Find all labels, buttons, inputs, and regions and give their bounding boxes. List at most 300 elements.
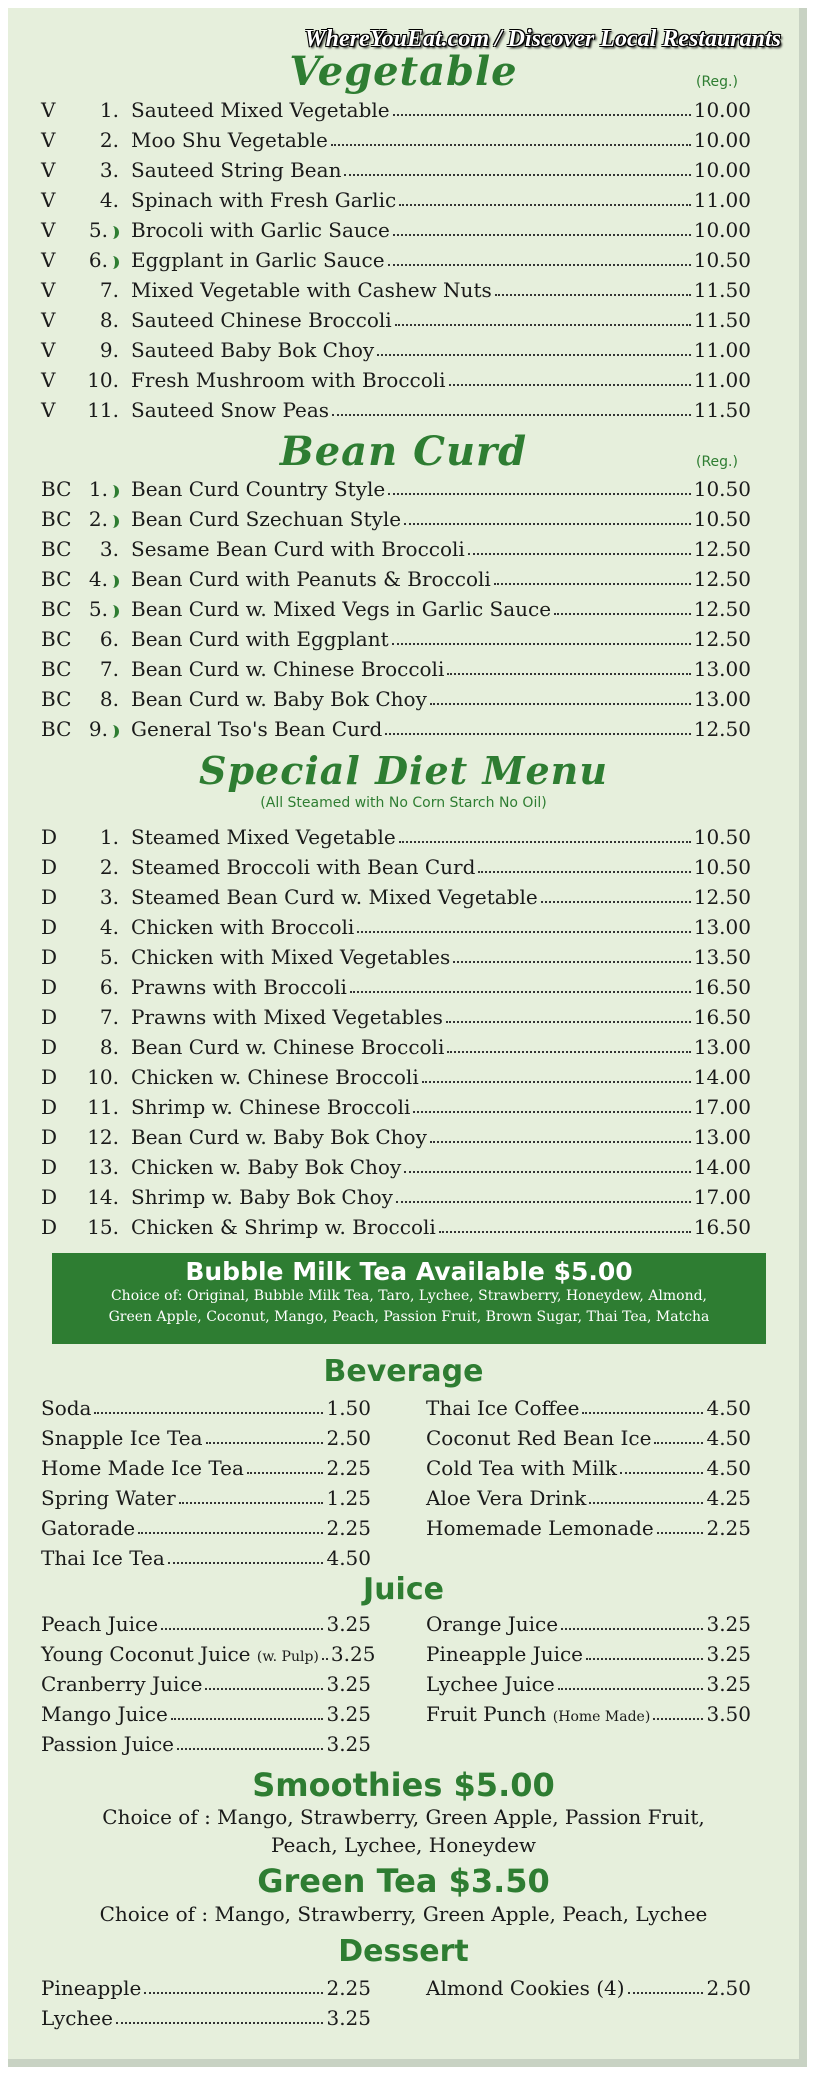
- item-price: 11.00: [693, 188, 751, 212]
- dot-leader: [586, 1658, 703, 1660]
- item-name: [41, 1672, 202, 1696]
- item-name: Bean Curd w. Baby Bok Choy: [131, 1125, 427, 1149]
- item-number-text: 2.: [88, 507, 108, 531]
- item-number: [83, 825, 131, 849]
- item-price: 17.00: [693, 1095, 751, 1119]
- item-number-text: 9.: [88, 717, 108, 741]
- item-name: [41, 1456, 244, 1480]
- menu-item-row: [426, 1420, 751, 1450]
- dot-leader: [430, 1141, 691, 1143]
- dot-leader: [449, 384, 691, 386]
- item-price: 10.00: [693, 98, 751, 122]
- dot-leader: [558, 1688, 704, 1690]
- item-number: [83, 657, 131, 681]
- menu-item-row: [41, 92, 751, 122]
- item-name-text: Gatorade: [41, 1516, 136, 1540]
- item-name-text: Homemade Lemonade: [426, 1516, 654, 1540]
- green-tea-title: Green Tea $3.50: [257, 1862, 550, 1900]
- dot-leader: [205, 1688, 323, 1690]
- item-price: 2.25: [326, 1456, 371, 1480]
- menu-item-row: [426, 1636, 751, 1666]
- item-name: [426, 1702, 650, 1726]
- item-code: BC: [41, 537, 72, 561]
- item-name: Spinach with Fresh Garlic: [131, 188, 397, 212]
- item-name: [426, 1486, 586, 1510]
- item-price: 12.50: [693, 717, 751, 741]
- item-price: 13.50: [693, 945, 751, 969]
- dot-leader: [413, 1111, 690, 1113]
- dot-leader: [144, 1992, 323, 1994]
- item-number: [83, 507, 131, 531]
- item-code: D: [41, 825, 58, 849]
- dot-leader: [404, 523, 691, 525]
- item-code: D: [41, 1125, 58, 1149]
- item-number-text: 7.: [99, 657, 119, 681]
- item-number: [83, 248, 131, 272]
- item-code: V: [41, 368, 56, 392]
- item-code: V: [41, 278, 56, 302]
- menu-item-row: [41, 1059, 751, 1089]
- menu-item-row: [41, 849, 751, 879]
- item-number: [83, 567, 131, 591]
- item-number-text: 11.: [87, 1095, 119, 1119]
- item-name-text: Pineapple Juice: [426, 1642, 584, 1666]
- dot-leader: [422, 1081, 691, 1083]
- watermark: WhereYouEat.com / Discover Local Restaurants: [304, 26, 781, 52]
- item-name-text: Pineapple: [41, 1976, 142, 2000]
- item-name: Sauteed Snow Peas: [131, 398, 330, 422]
- item-name: Bean Curd with Eggplant: [131, 627, 389, 651]
- item-name: Brocoli with Garlic Sauce: [131, 218, 390, 242]
- dot-leader: [446, 1021, 691, 1023]
- item-code: BC: [41, 507, 72, 531]
- item-number: [83, 1125, 131, 1149]
- item-name: [41, 1976, 141, 2000]
- item-code: V: [41, 338, 56, 362]
- bubble-tea-title: Bubble Milk Tea Available $5.00: [185, 1257, 633, 1286]
- item-number-text: 6.: [99, 627, 119, 651]
- dot-leader: [399, 841, 691, 843]
- item-price: 11.50: [693, 278, 751, 302]
- vegetable-reg-label: (Reg.): [696, 74, 738, 90]
- item-name: Bean Curd Country Style: [131, 477, 386, 501]
- item-name: Shrimp w. Chinese Broccoli: [131, 1095, 411, 1119]
- item-name: [41, 1486, 176, 1510]
- item-name: Prawns with Broccoli: [131, 975, 347, 999]
- item-code: D: [41, 975, 58, 999]
- item-name: Steamed Broccoli with Bean Curd: [131, 855, 476, 879]
- juice-title: Juice: [363, 1572, 444, 1607]
- item-name-text: Home Made Ice Tea: [41, 1456, 244, 1480]
- item-price: 2.50: [706, 1976, 751, 2000]
- menu-item-row: [41, 212, 751, 242]
- dot-leader: [392, 643, 691, 645]
- dot-leader: [653, 1718, 703, 1720]
- item-code: V: [41, 158, 56, 182]
- item-code: D: [41, 1155, 58, 1179]
- menu-item-row: [41, 242, 751, 272]
- dot-leader: [628, 1992, 704, 1994]
- item-name: Fresh Mushroom with Broccoli: [131, 368, 446, 392]
- item-price: 4.50: [706, 1456, 751, 1480]
- item-number: [83, 1155, 131, 1179]
- item-price: 3.25: [326, 1702, 371, 1726]
- item-price: 13.00: [693, 1035, 751, 1059]
- item-price: 17.00: [693, 1185, 751, 1209]
- item-name: [41, 1516, 135, 1540]
- item-number: [83, 188, 131, 212]
- item-code: D: [41, 1035, 58, 1059]
- item-number-text: 1.: [88, 477, 108, 501]
- item-name: [41, 2006, 113, 2030]
- dot-leader: [582, 1412, 703, 1414]
- item-number: [83, 1185, 131, 1209]
- dot-leader: [168, 1562, 324, 1564]
- item-price: 4.25: [706, 1486, 751, 1510]
- item-code: BC: [41, 657, 72, 681]
- dot-leader: [332, 414, 691, 416]
- menu-item-row: [41, 2000, 371, 2030]
- hot-pepper-icon: [109, 515, 119, 528]
- dot-leader: [393, 114, 691, 116]
- item-code: V: [41, 248, 56, 272]
- item-price: 3.25: [326, 1672, 371, 1696]
- menu-item-row: [41, 332, 751, 362]
- dot-leader: [395, 324, 691, 326]
- item-name: Sauteed Chinese Broccoli: [131, 308, 392, 332]
- menu-item-row: [41, 561, 751, 591]
- dot-leader: [171, 1718, 324, 1720]
- item-price: 3.25: [326, 1732, 371, 1756]
- item-name-text: Cranberry Juice: [41, 1672, 203, 1696]
- item-name: General Tso's Bean Curd: [131, 717, 383, 741]
- item-price: 10.50: [693, 825, 751, 849]
- item-number-text: 3.: [99, 158, 119, 182]
- menu-item-row: [426, 1450, 751, 1480]
- item-code: D: [41, 885, 58, 909]
- item-price: 10.50: [693, 507, 751, 531]
- dot-leader: [404, 1171, 690, 1173]
- item-price: 14.00: [693, 1065, 751, 1089]
- dot-leader: [495, 294, 691, 296]
- menu-item-row: [426, 1510, 751, 1540]
- item-name-text: Soda: [41, 1396, 92, 1420]
- item-code: BC: [41, 567, 72, 591]
- menu-item-row: [41, 1636, 376, 1666]
- item-code: D: [41, 945, 58, 969]
- item-price: 11.00: [693, 368, 751, 392]
- item-price: 3.25: [706, 1642, 751, 1666]
- bean-curd-title: Bean Curd: [279, 428, 528, 475]
- item-number: [83, 158, 131, 182]
- item-name-text: Lychee Juice: [426, 1672, 555, 1696]
- item-number: [83, 855, 131, 879]
- dot-leader: [357, 931, 690, 933]
- item-name: Shrimp w. Baby Bok Choy: [131, 1185, 393, 1209]
- dot-leader: [116, 2022, 323, 2024]
- item-name-text: Lychee: [41, 2006, 113, 2030]
- item-price: 4.50: [326, 1546, 371, 1570]
- item-number-text: 8.: [99, 308, 119, 332]
- item-note: (Home Made): [552, 1709, 651, 1725]
- item-name: Bean Curd w. Mixed Vegs in Garlic Sauce: [131, 597, 552, 621]
- item-code: V: [41, 398, 56, 422]
- item-number-text: 4.: [99, 188, 119, 212]
- item-name: [41, 1546, 165, 1570]
- bubble-tea-choices-2: Green Apple, Coconut, Mango, Peach, Passion Fruit, Brown Sugar, Thai Tea, Matcha: [108, 1309, 710, 1325]
- item-code: BC: [41, 717, 72, 741]
- item-name: Prawns with Mixed Vegetables: [131, 1005, 443, 1029]
- item-code: V: [41, 308, 56, 332]
- item-code: V: [41, 188, 56, 212]
- item-price: 10.50: [693, 855, 751, 879]
- item-price: 3.25: [706, 1672, 751, 1696]
- item-number: [83, 1035, 131, 1059]
- bubble-tea-banner: [52, 1253, 766, 1344]
- item-number-text: 3.: [99, 885, 119, 909]
- item-number: [83, 537, 131, 561]
- menu-item-row: [41, 879, 751, 909]
- item-code: V: [41, 128, 56, 152]
- item-price: 12.50: [693, 537, 751, 561]
- hot-pepper-icon: [109, 575, 119, 588]
- item-price: 10.00: [693, 128, 751, 152]
- item-price: 11.00: [693, 338, 751, 362]
- menu-item-row: [41, 681, 751, 711]
- item-name: [41, 1612, 158, 1636]
- item-price: 2.25: [326, 1976, 371, 2000]
- hot-pepper-icon: [109, 226, 119, 239]
- menu-item-row: [41, 819, 751, 849]
- item-name-text: Cold Tea with Milk: [426, 1456, 617, 1480]
- item-name: Steamed Mixed Vegetable: [131, 825, 396, 849]
- item-price: 14.00: [693, 1155, 751, 1179]
- menu-item-row: [41, 362, 751, 392]
- menu-item-row: [41, 621, 751, 651]
- dot-leader: [447, 673, 690, 675]
- item-number: [83, 885, 131, 909]
- menu-item-row: [426, 1480, 751, 1510]
- menu-item-row: [41, 1970, 371, 2000]
- menu-item-row: [426, 1390, 751, 1420]
- item-name-text: Orange Juice: [426, 1612, 559, 1636]
- menu-item-row: [41, 1696, 371, 1726]
- item-number-text: 4.: [99, 915, 119, 939]
- item-number: [83, 597, 131, 621]
- item-number-text: 3.: [99, 537, 119, 561]
- item-number-text: 7.: [99, 278, 119, 302]
- item-name: Chicken with Broccoli: [131, 915, 355, 939]
- smoothies-choices-1: Choice of : Mango, Strawberry, Green Apple, Passion Fruit,: [102, 1805, 705, 1829]
- item-number-text: 7.: [99, 1005, 119, 1029]
- item-name: Sauteed String Bean: [131, 158, 342, 182]
- dot-leader: [206, 1442, 324, 1444]
- item-number: [83, 218, 131, 242]
- item-name-text: Young Coconut Juice: [41, 1642, 251, 1666]
- item-code: D: [41, 915, 58, 939]
- dot-leader: [393, 234, 691, 236]
- item-price: 16.50: [693, 975, 751, 999]
- item-name: Sauteed Baby Bok Choy: [131, 338, 375, 362]
- item-code: BC: [41, 627, 72, 651]
- item-number: [83, 975, 131, 999]
- item-name: [41, 1642, 319, 1666]
- menu-item-row: [426, 1606, 751, 1636]
- menu-item-row: [41, 1510, 371, 1540]
- item-name: Steamed Bean Curd w. Mixed Vegetable: [131, 885, 538, 909]
- dot-leader: [399, 204, 691, 206]
- menu-item-row: [41, 501, 751, 531]
- item-code: V: [41, 98, 56, 122]
- smoothies-choices-2: Peach, Lychee, Honeydew: [270, 1833, 537, 1857]
- item-price: 3.25: [706, 1612, 751, 1636]
- item-note: (w. Pulp): [256, 1649, 319, 1665]
- item-code: BC: [41, 687, 72, 711]
- item-name: [426, 1456, 617, 1480]
- dot-leader: [554, 613, 691, 615]
- dot-leader: [331, 144, 691, 146]
- item-number: [83, 915, 131, 939]
- item-name-text: Snapple Ice Tea: [41, 1426, 203, 1450]
- dot-leader: [388, 493, 691, 495]
- item-name-text: Aloe Vera Drink: [426, 1486, 587, 1510]
- item-number-text: 5.: [88, 597, 108, 621]
- menu-item-row: [41, 1480, 371, 1510]
- vegetable-title: Vegetable: [289, 48, 518, 95]
- item-name: Chicken w. Baby Bok Choy: [131, 1155, 402, 1179]
- dot-leader: [654, 1442, 703, 1444]
- item-number: [83, 717, 131, 741]
- item-number: [83, 128, 131, 152]
- item-price: 10.00: [693, 158, 751, 182]
- item-name: Bean Curd w. Chinese Broccoli: [131, 1035, 445, 1059]
- item-name-text: Almond Cookies (4): [426, 1976, 625, 2000]
- item-name: Eggplant in Garlic Sauce: [131, 248, 385, 272]
- item-name-text: Thai Ice Coffee: [426, 1396, 580, 1420]
- dot-leader: [453, 961, 690, 963]
- item-number-text: 6.: [88, 248, 108, 272]
- item-price: 3.25: [326, 1612, 371, 1636]
- menu-item-row: [41, 1666, 371, 1696]
- item-number-text: 8.: [99, 1035, 119, 1059]
- menu-item-row: [41, 1119, 751, 1149]
- bubble-tea-choices-1: Choice of: Original, Bubble Milk Tea, Taro, Lychee, Strawberry, Honeydew, Almond,: [110, 1288, 708, 1304]
- dot-leader: [430, 703, 691, 705]
- item-price: 2.50: [326, 1426, 371, 1450]
- dot-leader: [385, 733, 690, 735]
- menu-item-row: [41, 1420, 371, 1450]
- dot-leader: [94, 1412, 323, 1414]
- item-number-text: 2.: [99, 855, 119, 879]
- item-number-text: 13.: [87, 1155, 119, 1179]
- item-number-text: 6.: [99, 975, 119, 999]
- menu-item-row: [41, 591, 751, 621]
- item-number: [83, 398, 131, 422]
- item-name: Bean Curd Szechuan Style: [131, 507, 402, 531]
- item-name: [41, 1732, 174, 1756]
- item-name: Bean Curd with Peanuts & Broccoli: [131, 567, 491, 591]
- menu-item-row: [41, 122, 751, 152]
- item-number: [83, 98, 131, 122]
- item-price: 3.25: [326, 2006, 371, 2030]
- item-name: Bean Curd w. Baby Bok Choy: [131, 687, 427, 711]
- hot-pepper-icon: [109, 256, 119, 269]
- dot-leader: [541, 901, 691, 903]
- menu-item-row: [41, 392, 751, 422]
- item-number-text: 8.: [99, 687, 119, 711]
- item-number: [83, 687, 131, 711]
- item-price: 11.50: [693, 398, 751, 422]
- item-number-text: 9.: [99, 338, 119, 362]
- item-price: 13.00: [693, 1125, 751, 1149]
- smoothies-title: Smoothies $5.00: [252, 1766, 555, 1804]
- item-number-text: 1.: [99, 98, 119, 122]
- dot-leader: [179, 1502, 324, 1504]
- menu-item-row: [41, 1726, 371, 1756]
- item-price: 16.50: [693, 1215, 751, 1239]
- item-number: [83, 278, 131, 302]
- item-name: [426, 1612, 558, 1636]
- item-name: [41, 1426, 203, 1450]
- menu-item-row: [41, 1540, 371, 1570]
- item-code: BC: [41, 477, 72, 501]
- item-name: [426, 1516, 654, 1540]
- item-number: [83, 1095, 131, 1119]
- item-price: 13.00: [693, 687, 751, 711]
- item-code: BC: [41, 597, 72, 621]
- item-price: 11.50: [693, 308, 751, 332]
- special-diet-subtitle: (All Steamed with No Corn Starch No Oil): [260, 795, 547, 811]
- hot-pepper-icon: [109, 485, 119, 498]
- menu-item-row: [41, 1606, 371, 1636]
- item-number-text: 11.: [87, 398, 119, 422]
- item-name: [41, 1396, 91, 1420]
- dot-leader: [468, 553, 691, 555]
- item-number: [83, 368, 131, 392]
- menu-item-row: [426, 1970, 751, 2000]
- item-name: [41, 1702, 168, 1726]
- item-price: 10.50: [693, 477, 751, 501]
- dot-leader: [589, 1502, 703, 1504]
- item-number-text: 14.: [87, 1185, 119, 1209]
- menu-item-row: [41, 1450, 371, 1480]
- item-name-text: Spring Water: [41, 1486, 176, 1510]
- item-price: 12.50: [693, 597, 751, 621]
- item-name: Sauteed Mixed Vegetable: [131, 98, 390, 122]
- item-name-text: Thai Ice Tea: [41, 1546, 165, 1570]
- menu-item-row: [41, 471, 751, 501]
- menu-item-row: [41, 969, 751, 999]
- dot-leader: [161, 1628, 323, 1630]
- menu-item-row: [41, 651, 751, 681]
- item-name: Chicken with Mixed Vegetables: [131, 945, 451, 969]
- dot-leader: [494, 583, 691, 585]
- item-code: D: [41, 855, 58, 879]
- item-name-text: Mango Juice: [41, 1702, 168, 1726]
- dot-leader: [247, 1472, 324, 1474]
- item-name: Sesame Bean Curd with Broccoli: [131, 537, 465, 561]
- item-number-text: 5.: [99, 945, 119, 969]
- dot-leader: [447, 1051, 690, 1053]
- green-tea-choices: Choice of : Mango, Strawberry, Green Apple, Peach, Lychee: [99, 1902, 708, 1926]
- item-number: [83, 1065, 131, 1089]
- dot-leader: [439, 1231, 691, 1233]
- menu-item-row: [41, 711, 751, 741]
- item-number-text: 1.: [99, 825, 119, 849]
- dot-leader: [377, 354, 691, 356]
- menu-item-row: [41, 909, 751, 939]
- item-number: [83, 477, 131, 501]
